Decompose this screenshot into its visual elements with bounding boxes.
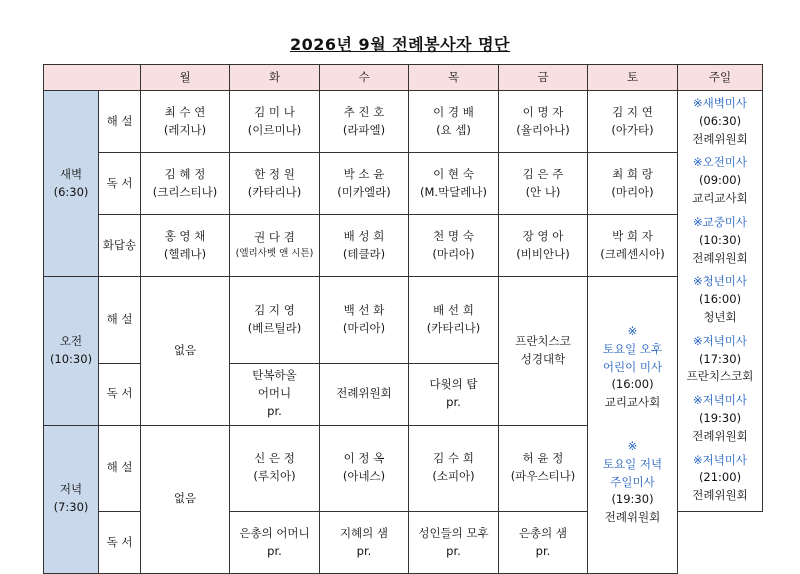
- server-name: 추 진 호: [343, 104, 385, 119]
- morning-fri: [499, 277, 588, 426]
- server-name: 김 미 나: [254, 104, 295, 119]
- morning-commentary-wed: [320, 277, 409, 364]
- page-title: 2026년 9월 전례봉사자 명단: [290, 35, 510, 54]
- period-morning: [44, 277, 99, 426]
- reading-line3: pr.: [267, 403, 282, 418]
- sat-evening-group: 전례위원회: [604, 510, 661, 525]
- mass-time: (17:30): [698, 351, 742, 366]
- saint-name: (카타리나): [426, 320, 481, 335]
- sat-evening-line2: 주일미사: [610, 474, 655, 489]
- server-name: 박 희 자: [612, 228, 653, 243]
- server-name: 천 명 숙: [433, 228, 474, 243]
- server-name: 이 현 숙: [433, 166, 474, 181]
- morning-reading-thu: [409, 363, 499, 425]
- reading-line2: pr.: [356, 543, 372, 558]
- dawn-reading-tue: [230, 153, 320, 215]
- dawn-response-sat: [588, 215, 678, 277]
- saint-name: (크리스티나): [152, 184, 218, 199]
- period-dawn-time: (6:30): [53, 184, 89, 199]
- reading-line2: pr.: [446, 543, 461, 558]
- saint-name: (루치아): [253, 469, 296, 484]
- sat-masses: [588, 277, 678, 574]
- day-header-sat: 토: [588, 65, 678, 91]
- sunday-mass: [678, 452, 762, 505]
- mass-group: 전례위원회: [692, 131, 748, 146]
- mass-name: ※새벽미사: [692, 96, 748, 110]
- dawn-reading-fri: [499, 153, 588, 215]
- header-row: [44, 65, 763, 91]
- dawn-commentary-thu: [409, 91, 499, 153]
- server-name: 배 선 희: [433, 302, 474, 317]
- dawn-reading-sat: [588, 153, 678, 215]
- mass-group: 프란치스코회: [686, 369, 754, 384]
- dawn-commentary-fri: [499, 91, 588, 153]
- saint-name: (테클라): [342, 246, 386, 261]
- morning-mon-none: 없음: [141, 277, 230, 426]
- saint-name: (아가타): [611, 122, 654, 137]
- dawn-commentary-sat: [588, 91, 678, 153]
- sat-afternoon-time: (16:00): [611, 377, 654, 392]
- saint-name: (베르틸라): [247, 320, 302, 335]
- period-morning-time: (10:30): [49, 351, 93, 366]
- sat-afternoon-line2: 어린이 미사: [602, 359, 663, 374]
- sunday-mass: [678, 214, 762, 267]
- fri-line1: 프란치스코: [515, 333, 571, 348]
- morning-commentary-thu: [409, 277, 499, 364]
- period-dawn-name: 새벽: [59, 166, 83, 181]
- mass-group: 전례위원회: [692, 428, 748, 443]
- mass-time: (16:00): [698, 292, 742, 307]
- dawn-reading-thu: [409, 153, 499, 215]
- server-name: 이 명 자: [522, 104, 564, 119]
- reading-line2: pr.: [446, 395, 461, 410]
- sat-evening-mark: ※: [627, 439, 638, 454]
- reading-line1: 다윗의 탑: [429, 377, 478, 392]
- reading-line1: 지혜의 샘: [339, 525, 389, 540]
- evening-commentary-wed: [320, 425, 409, 512]
- sunday-mass: [678, 154, 762, 207]
- day-header-wed: 수: [320, 65, 409, 91]
- server-name: 김 수 희: [433, 451, 474, 466]
- role-commentary: 해 설: [99, 91, 141, 153]
- sunday-mass: [678, 273, 762, 326]
- saint-name: (카타리나): [247, 184, 302, 199]
- saint-name: (비비안나): [516, 246, 570, 261]
- server-name: 최 희 랑: [612, 166, 653, 181]
- mass-time: (19:30): [698, 411, 742, 425]
- evening-reading-thu: [409, 512, 499, 574]
- saint-name: (엘리사벳 앤 시튼): [235, 248, 314, 260]
- mass-name: ※청년미사: [692, 274, 748, 289]
- morning-reading-wed: [320, 363, 409, 425]
- server-name: 이 경 배: [433, 104, 474, 119]
- dawn-response-mon: [141, 215, 230, 277]
- server-name: 김 지 연: [612, 104, 653, 119]
- server-name: 박 소 윤: [343, 166, 385, 181]
- reading-line1: 은총의 어머니: [239, 525, 310, 540]
- saint-name: (라파엘): [342, 122, 386, 137]
- server-name: 장 영 아: [522, 228, 564, 243]
- server-name: 허 윤 정: [522, 451, 564, 466]
- dawn-response-wed: [320, 215, 409, 277]
- sunday-mass: [678, 95, 762, 148]
- role-reading: 독 서: [99, 512, 141, 574]
- mass-time: (21:00): [698, 470, 742, 485]
- saint-name: (안 나): [525, 184, 561, 199]
- day-header-thu: 목: [409, 65, 499, 91]
- sunday-mass: [678, 333, 762, 386]
- dawn-reading-row: [44, 153, 763, 215]
- server-name: 김 지 영: [254, 302, 295, 317]
- server-name: 신 은 정: [254, 451, 295, 466]
- period-dawn: [44, 91, 99, 277]
- period-morning-name: 오전: [59, 333, 83, 348]
- saint-name: (크레센시아): [600, 246, 665, 261]
- sat-afternoon-line1: 토요일 오후: [602, 341, 663, 356]
- day-header-mon: 월: [141, 65, 230, 91]
- mass-time: (09:00): [698, 173, 742, 188]
- saint-name: (레지나): [163, 122, 207, 137]
- reading-line1: 탄복하올: [252, 368, 297, 383]
- saint-name: (마리아): [611, 184, 654, 199]
- mass-time: (06:30): [698, 113, 742, 128]
- dawn-reading-wed: [320, 153, 409, 215]
- sat-evening-time: (19:30): [611, 492, 654, 507]
- mass-group: 청년회: [703, 309, 737, 324]
- schedule-table: [43, 64, 763, 574]
- fri-line2: 성경대학: [520, 351, 566, 366]
- dawn-response-tue: [230, 215, 320, 277]
- mass-group: 교리교사회: [692, 191, 748, 206]
- server-name: 홍 영 채: [164, 228, 206, 243]
- dawn-commentary-tue: [230, 91, 320, 153]
- mass-name: ※저녁미사: [692, 393, 748, 408]
- mass-name: ※교중미사: [692, 214, 748, 229]
- mass-group: 전례위원회: [692, 250, 748, 265]
- evening-commentary-fri: [499, 425, 588, 512]
- mass-name: ※저녁미사: [692, 452, 748, 467]
- dawn-response-row: [44, 215, 763, 277]
- evening-reading-tue: [230, 512, 320, 574]
- mass-name: ※오전미사: [692, 155, 748, 170]
- day-header-sun: 주일: [678, 65, 763, 91]
- server-name: 김 혜 정: [164, 166, 206, 181]
- reading-line1: 성인들의 모후: [418, 525, 489, 540]
- server-name: 한 정 원: [254, 166, 295, 181]
- server-name: 이 정 옥: [343, 451, 385, 466]
- server-name: 백 선 화: [343, 302, 385, 317]
- reading-line1: 은총의 샘: [518, 525, 568, 540]
- dawn-commentary-row: [44, 91, 763, 153]
- period-evening: [44, 425, 99, 574]
- saint-name: (헬레나): [163, 246, 207, 261]
- reading-line2: pr.: [267, 543, 282, 558]
- role-commentary: 해 설: [99, 425, 141, 512]
- server-name: 배 성 희: [343, 228, 385, 243]
- saint-name: (이르미나): [247, 122, 302, 137]
- evening-reading-fri: [499, 512, 588, 574]
- dawn-reading-mon: [141, 153, 230, 215]
- mass-group: 전례위원회: [692, 488, 748, 503]
- role-reading: 독 서: [99, 153, 141, 215]
- period-evening-name: 저녁: [59, 482, 83, 497]
- evening-commentary-thu: [409, 425, 499, 512]
- sat-evening-line1: 토요일 저녁: [602, 456, 663, 471]
- period-evening-time: (7:30): [53, 500, 89, 515]
- dawn-commentary-mon: [141, 91, 230, 153]
- saint-name: (M.막달레나): [420, 184, 487, 199]
- evening-mon-none: 없음: [141, 425, 230, 574]
- sunday-mass-list: [678, 91, 763, 512]
- server-name: 김 은 주: [522, 166, 564, 181]
- saint-name: (소피아): [432, 469, 475, 484]
- reading-line2: 어머니: [257, 386, 292, 401]
- evening-commentary-tue: [230, 425, 320, 512]
- saint-name: (아네스): [342, 469, 386, 484]
- saint-name: (마리아): [432, 246, 475, 261]
- sat-afternoon-mark: ※: [627, 323, 638, 338]
- saint-name: (요 셉): [436, 122, 471, 137]
- mass-name: ※저녁미사: [692, 333, 748, 348]
- server-name: 권 다 겸: [254, 230, 295, 245]
- saint-name: (파우스티나): [510, 469, 576, 484]
- reading-line1: 전례위원회: [336, 386, 392, 401]
- role-reading: 독 서: [99, 363, 141, 425]
- dawn-response-thu: [409, 215, 499, 277]
- dawn-commentary-wed: [320, 91, 409, 153]
- saint-name: (미카엘라): [337, 184, 391, 199]
- server-name: 최 수 연: [164, 104, 206, 119]
- reading-line2: pr.: [535, 543, 551, 558]
- mass-time: (10:30): [698, 232, 742, 247]
- saint-name: (마리아): [342, 320, 386, 335]
- sunday-mass: [678, 392, 762, 445]
- header-corner: [44, 65, 141, 91]
- morning-commentary-tue: [230, 277, 320, 364]
- morning-reading-tue: [230, 363, 320, 425]
- role-response: 화답송: [99, 215, 141, 277]
- role-commentary: 해 설: [99, 277, 141, 364]
- sat-spacer: [588, 412, 677, 438]
- sat-afternoon-group: 교리교사회: [604, 395, 661, 410]
- morning-commentary-row: [44, 277, 763, 364]
- dawn-response-fri: [499, 215, 588, 277]
- day-header-tue: 화: [230, 65, 320, 91]
- day-header-fri: 금: [499, 65, 588, 91]
- evening-reading-wed: [320, 512, 409, 574]
- saint-name: (율리아나): [516, 122, 570, 137]
